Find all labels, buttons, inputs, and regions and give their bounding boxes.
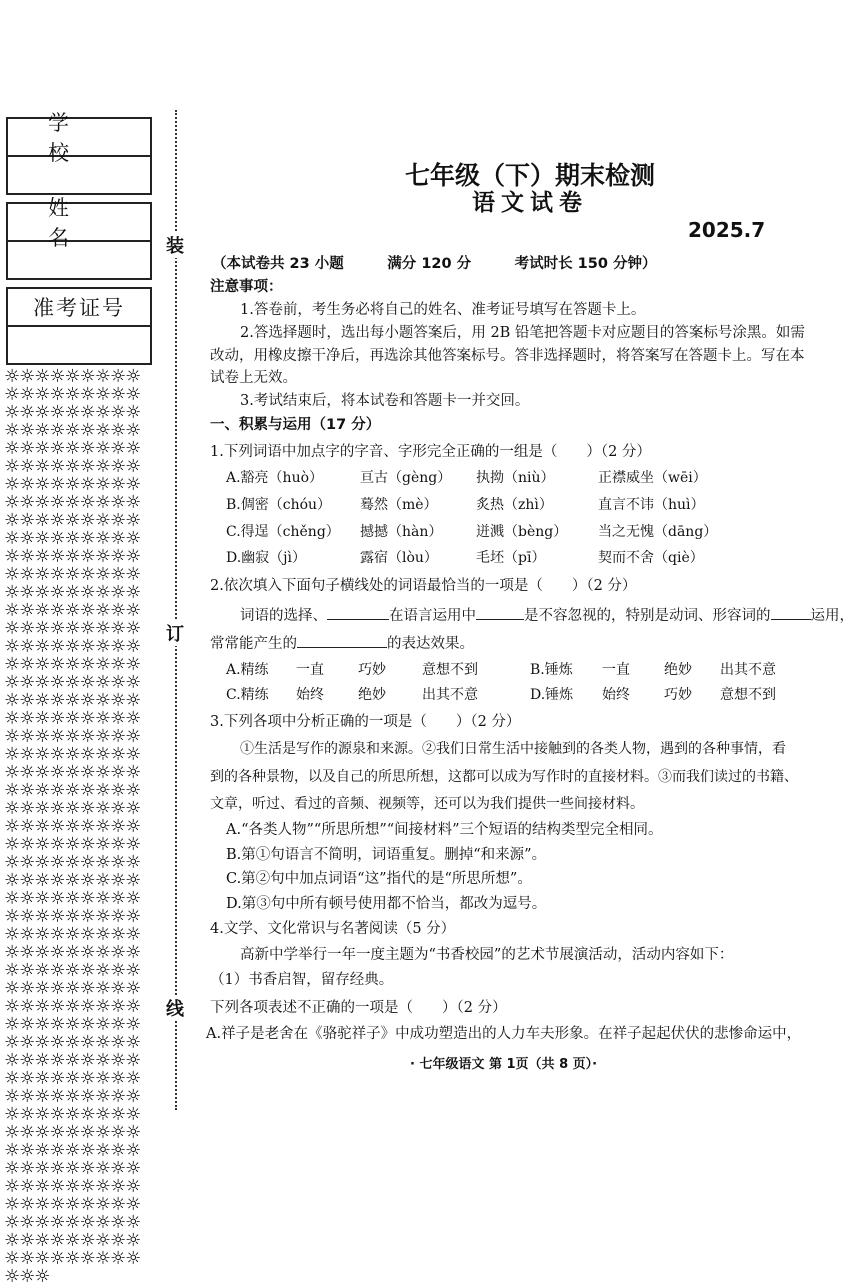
exam-id-label: 准考证号 bbox=[8, 289, 150, 327]
q2-c-3: 绝妙 bbox=[358, 687, 386, 703]
q2-blank-2 bbox=[476, 605, 524, 620]
q1-b-3: 炙热（zhì） bbox=[476, 497, 553, 513]
q1-b-1: B.倜密（chóu） bbox=[226, 497, 332, 513]
q2-text-4: 运用， bbox=[810, 608, 854, 624]
notice-item-1: 1.答卷前，考生务必将自己的姓名、准考证号填写在答题卡上。 bbox=[240, 302, 646, 318]
q3-passage-3: 文章，听过、看过的音频、视频等，还可以为我们提供一些间接材料。 bbox=[210, 796, 644, 812]
binding-xian: 线 bbox=[166, 995, 184, 1021]
notice-item-2a: 2.答选择题时，选出每小题答案后，用 2B 铅笔把答题卡对应题目的答案标号涂黑。如需 bbox=[240, 325, 805, 341]
q1-d-3: 毛坯（pī） bbox=[476, 550, 546, 566]
q2-text-6: 的表达效果。 bbox=[387, 636, 474, 652]
q1-a-2: 亘古（gèng） bbox=[360, 470, 452, 486]
q3-stem: 3.下列各项中分析正确的一项是（ ）（2 分） bbox=[210, 714, 521, 730]
q4-stem: 4.文学、文化常识与名著阅读（5 分） bbox=[210, 921, 456, 937]
q3-option-a: A.“各类人物”“所思所想”“间接材料”三个短语的结构类型完全相同。 bbox=[226, 822, 663, 838]
q3-passage-2: 到的各种景物，以及自己的所思所想，这都可以成为写作时的直接材料。③而我们读过的书籍、 bbox=[210, 769, 798, 785]
q2-c-4: 出其不意 bbox=[422, 687, 478, 703]
q1-d-2: 露宿（lòu） bbox=[360, 550, 438, 566]
q2-a-3: 巧妙 bbox=[358, 662, 386, 678]
q1-stem: 1.下列词语中加点字的字音、字形完全正确的一组是（ ）（2 分） bbox=[210, 444, 651, 460]
page-footer: · 七年级语文 第 1页（共 8 页）· bbox=[410, 1057, 598, 1072]
q1-a-4: 正襟威坐（wēi） bbox=[598, 470, 707, 486]
name-label: 姓 名 bbox=[8, 204, 150, 242]
binding-zhuang: 装 bbox=[166, 232, 184, 258]
q1-b-2: 蓦然（mè） bbox=[360, 497, 438, 513]
school-label: 学 校 bbox=[8, 119, 150, 157]
binding-ding: 订 bbox=[166, 620, 184, 646]
security-pattern: ☼☼☼☼☼☼☼☼☼☼☼☼☼☼☼☼☼☼☼☼☼☼☼☼☼☼☼☼☼☼☼☼☼☼☼☼☼☼☼☼☼☼☼☼☼☼☼☼☼☼☼☼☼☼☼☼☼☼☼☼☼☼☼☼☼☼☼☼☼☼☼☼☼☼☼☼☼☼☼☼☼☼☼☼☼☼☼☼☼☼☼☼☼☼☼☼☼☼☼☼☼☼☼☼☼☼☼☼☼☼☼☼☼☼☼☼☼☼☼☼☼☼☼☼☼☼☼☼☼☼☼☼☼☼☼☼☼☼☼☼☼☼☼☼☼☼☼☼☼☼☼☼☼☼☼☼☼☼☼☼☼☼☼☼☼☼☼☼☼☼☼☼☼☼☼☼☼☼☼☼☼☼☼☼☼☼☼☼☼☼☼☼☼☼☼☼☼☼☼☼☼☼☼☼☼☼☼☼☼☼☼☼☼☼☼☼☼☼☼☼☼☼☼☼☼☼☼☼☼☼☼☼☼☼☼☼☼☼☼☼☼☼☼☼☼☼☼☼☼☼☼☼☼☼☼☼☼☼☼☼☼☼☼☼☼☼☼☼☼☼☼☼☼☼☼☼☼☼☼☼☼☼☼☼☼☼☼☼☼☼☼☼☼☼☼☼☼☼☼☼☼☼☼☼☼☼☼☼☼☼☼☼☼☼☼☼☼☼☼☼☼☼☼☼☼☼☼☼☼☼☼☼☼☼☼☼☼☼☼☼☼☼☼☼☼☼☼☼☼☼☼☼☼☼☼☼☼☼☼☼☼☼☼☼☼☼☼☼☼☼☼☼☼☼☼☼☼☼☼☼☼☼☼☼☼☼☼☼☼☼☼☼☼☼☼☼☼☼☼☼☼☼☼☼☼☼☼☼☼☼☼☼☼☼☼☼☼☼☼☼☼☼☼☼☼☼☼☼☼☼☼☼☼☼☼☼☼☼☼☼☼☼☼☼☼☼☼☼☼☼☼☼☼ bbox=[4, 366, 141, 1287]
q1-c-3: 迸溅（bèng） bbox=[476, 524, 568, 540]
notice-item-2b: 改动，用橡皮擦干净后，再选涂其他答案标号。答非选择题时，将答案写在答题卡上。写在本 bbox=[210, 348, 805, 364]
notice-item-3: 3.考试结束后，将本试卷和答题卡一并交回。 bbox=[240, 393, 530, 409]
exam-title: 七年级（下）期末检测 bbox=[404, 161, 655, 190]
q1-c-4: 当之无愧（dāng） bbox=[598, 524, 718, 540]
exam-info: （本试卷共 23 小题 满分 120 分 考试时长 150 分钟） bbox=[212, 256, 657, 272]
q2-a-2: 一直 bbox=[296, 662, 324, 678]
q1-d-4: 契而不舍（qiè） bbox=[598, 550, 704, 566]
q3-option-b: B.第①句语言不简明，词语重复。删掉“和来源”。 bbox=[226, 847, 547, 863]
q2-text-2: 在语言运用中 bbox=[389, 608, 476, 624]
q4-option-a: A.祥子是老舍在《骆驼祥子》中成功塑造出的人力车夫形象。在祥子起起伏伏的悲惨命运中， bbox=[206, 1026, 802, 1042]
q2-d-2: 始终 bbox=[602, 687, 630, 703]
q3-option-c: C.第②句中加点词语“这”指代的是“所思所想”。 bbox=[226, 871, 532, 887]
school-box bbox=[6, 111, 152, 195]
q1-a-1: A.豁亮（huò） bbox=[226, 470, 324, 486]
q1-b-4: 直言不讳（huì） bbox=[598, 497, 705, 513]
q2-b-2: 一直 bbox=[602, 662, 630, 678]
q2-text-5: 常常能产生的 bbox=[210, 636, 297, 652]
q2-blank-3 bbox=[771, 605, 811, 620]
q4-intro: 高新中学举行一年一度主题为“书香校园”的艺术节展演活动，活动内容如下： bbox=[240, 947, 734, 963]
q2-d-4: 意想不到 bbox=[720, 687, 776, 703]
q2-c-2: 始终 bbox=[296, 687, 324, 703]
q1-a-3: 执拗（niù） bbox=[476, 470, 555, 486]
q2-blank-4 bbox=[297, 633, 387, 648]
q2-stem: 2.依次填入下面句子横线处的词语最恰当的一项是（ ）（2 分） bbox=[210, 578, 637, 594]
q3-option-d: D.第③句中所有顿号使用都不恰当，都改为逗号。 bbox=[226, 896, 547, 912]
q2-b-3: 绝妙 bbox=[664, 662, 692, 678]
notice-heading: 注意事项： bbox=[210, 279, 283, 295]
q2-blank-1 bbox=[327, 605, 389, 620]
name-box bbox=[6, 196, 152, 280]
q2-c-1: C.精练 bbox=[226, 687, 269, 703]
q1-d-1: D.幽寂（jì） bbox=[226, 550, 306, 566]
exam-id-box bbox=[6, 287, 152, 365]
q2-d-1: D.锤炼 bbox=[530, 687, 574, 703]
section-1-heading: 一、积累与运用（17 分） bbox=[210, 417, 381, 433]
notice-item-2c: 试卷上无效。 bbox=[210, 370, 297, 386]
q2-b-4: 出其不意 bbox=[720, 662, 776, 678]
exam-subtitle: 语文试卷 bbox=[472, 190, 588, 216]
q2-a-1: A.精练 bbox=[226, 662, 269, 678]
q2-sentence-line1 bbox=[240, 604, 854, 625]
q3-passage-1: ①生活是写作的源泉和来源。②我们日常生活中接触到的各类人物，遇到的各种事情，看 bbox=[240, 741, 786, 757]
q1-c-1: C.得逞（chěng） bbox=[226, 524, 340, 540]
q1-c-2: 撼撼（hàn） bbox=[360, 524, 443, 540]
q2-text-1: 词语的选择、 bbox=[240, 608, 327, 624]
q2-sentence-line2 bbox=[210, 632, 474, 653]
q2-d-3: 巧妙 bbox=[664, 687, 692, 703]
q2-a-4: 意想不到 bbox=[422, 662, 478, 678]
q4-sub-1: （1）书香启智，留存经典。 bbox=[210, 972, 394, 988]
exam-date: 2025.7 bbox=[688, 218, 766, 242]
binding-line bbox=[175, 110, 177, 1110]
q4-sub-1-question: 下列各项表述不正确的一项是（ ）（2 分） bbox=[210, 1000, 507, 1016]
q2-text-3: 是不容忽视的，特别是动词、形容词的 bbox=[524, 608, 771, 624]
q2-b-1: B.锤炼 bbox=[530, 662, 573, 678]
